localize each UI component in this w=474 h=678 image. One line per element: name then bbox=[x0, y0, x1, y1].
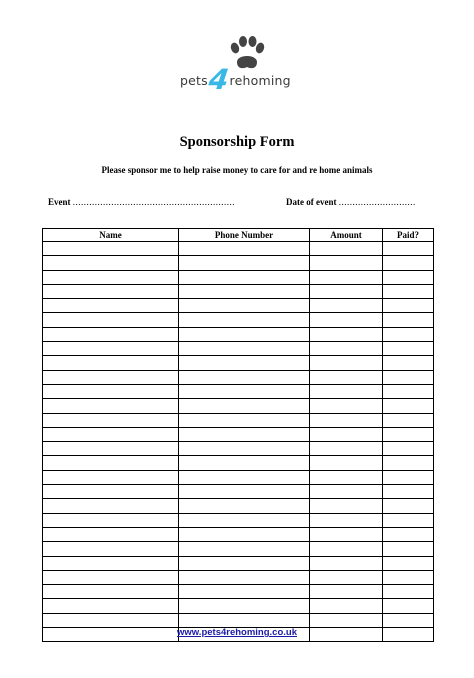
paw-print-icon bbox=[227, 36, 267, 72]
amount-cell[interactable] bbox=[310, 513, 383, 527]
header-name: Name bbox=[43, 229, 179, 242]
paid-cell[interactable] bbox=[383, 256, 434, 270]
name-cell[interactable] bbox=[43, 370, 179, 384]
website-link[interactable]: www.pets4rehoming.co.uk bbox=[176, 627, 297, 638]
table-row bbox=[43, 585, 434, 599]
name-cell[interactable] bbox=[43, 413, 179, 427]
name-cell[interactable] bbox=[43, 299, 179, 313]
table-row bbox=[43, 499, 434, 513]
paid-cell[interactable] bbox=[383, 384, 434, 398]
amount-cell[interactable] bbox=[310, 299, 383, 313]
paid-cell[interactable] bbox=[383, 542, 434, 556]
table-row bbox=[43, 413, 434, 427]
paid-cell[interactable] bbox=[383, 599, 434, 613]
name-cell[interactable] bbox=[43, 542, 179, 556]
amount-cell[interactable] bbox=[310, 542, 383, 556]
pets4rehoming-logo bbox=[180, 36, 300, 106]
phone-cell[interactable] bbox=[179, 270, 310, 284]
table-row bbox=[43, 570, 434, 584]
amount-cell[interactable] bbox=[310, 585, 383, 599]
amount-cell[interactable] bbox=[310, 470, 383, 484]
phone-cell[interactable] bbox=[179, 570, 310, 584]
table-row bbox=[43, 370, 434, 384]
logo-wordmark: pets4rehoming bbox=[180, 63, 291, 96]
phone-cell[interactable] bbox=[179, 313, 310, 327]
phone-cell[interactable] bbox=[179, 542, 310, 556]
paid-cell[interactable] bbox=[383, 270, 434, 284]
phone-cell[interactable] bbox=[179, 299, 310, 313]
amount-cell[interactable] bbox=[310, 527, 383, 541]
table-row bbox=[43, 327, 434, 341]
paid-cell[interactable] bbox=[383, 442, 434, 456]
amount-cell[interactable] bbox=[310, 370, 383, 384]
paid-cell[interactable] bbox=[383, 313, 434, 327]
name-cell[interactable] bbox=[43, 599, 179, 613]
amount-cell[interactable] bbox=[310, 256, 383, 270]
table-row bbox=[43, 513, 434, 527]
name-cell[interactable] bbox=[43, 427, 179, 441]
date-dots: ............................ bbox=[338, 197, 416, 207]
phone-cell[interactable] bbox=[179, 356, 310, 370]
phone-cell[interactable] bbox=[179, 284, 310, 298]
table-row bbox=[43, 442, 434, 456]
name-cell[interactable] bbox=[43, 256, 179, 270]
header-amount: Amount bbox=[310, 229, 383, 242]
name-cell[interactable] bbox=[43, 513, 179, 527]
table-row bbox=[43, 242, 434, 256]
paid-cell[interactable] bbox=[383, 284, 434, 298]
table-row bbox=[43, 284, 434, 298]
phone-cell[interactable] bbox=[179, 613, 310, 627]
paid-cell[interactable] bbox=[383, 456, 434, 470]
table-row bbox=[43, 456, 434, 470]
paid-cell[interactable] bbox=[383, 470, 434, 484]
paid-cell[interactable] bbox=[383, 556, 434, 570]
amount-cell[interactable] bbox=[310, 499, 383, 513]
name-cell[interactable] bbox=[43, 384, 179, 398]
phone-cell[interactable] bbox=[179, 470, 310, 484]
phone-cell[interactable] bbox=[179, 527, 310, 541]
phone-cell[interactable] bbox=[179, 485, 310, 499]
name-cell[interactable] bbox=[43, 242, 179, 256]
phone-cell[interactable] bbox=[179, 256, 310, 270]
name-cell[interactable] bbox=[43, 284, 179, 298]
amount-cell[interactable] bbox=[310, 342, 383, 356]
paid-cell[interactable] bbox=[383, 242, 434, 256]
event-dots: ........................................................... bbox=[72, 197, 235, 207]
name-cell[interactable] bbox=[43, 313, 179, 327]
name-cell[interactable] bbox=[43, 327, 179, 341]
paid-cell[interactable] bbox=[383, 413, 434, 427]
table-row bbox=[43, 527, 434, 541]
sponsorship-table bbox=[42, 228, 434, 642]
table-row bbox=[43, 542, 434, 556]
name-cell[interactable] bbox=[43, 356, 179, 370]
phone-cell[interactable] bbox=[179, 384, 310, 398]
paid-cell[interactable] bbox=[383, 327, 434, 341]
phone-cell[interactable] bbox=[179, 399, 310, 413]
name-cell[interactable] bbox=[43, 399, 179, 413]
paid-cell[interactable] bbox=[383, 370, 434, 384]
name-cell[interactable] bbox=[43, 527, 179, 541]
table-row bbox=[43, 342, 434, 356]
phone-cell[interactable] bbox=[179, 442, 310, 456]
paid-cell[interactable] bbox=[383, 585, 434, 599]
table-row bbox=[43, 556, 434, 570]
amount-cell[interactable] bbox=[310, 570, 383, 584]
table-row bbox=[43, 299, 434, 313]
paid-cell[interactable] bbox=[383, 485, 434, 499]
name-cell[interactable] bbox=[43, 342, 179, 356]
phone-cell[interactable] bbox=[179, 370, 310, 384]
phone-cell[interactable] bbox=[179, 242, 310, 256]
paid-cell[interactable] bbox=[383, 299, 434, 313]
amount-cell[interactable] bbox=[310, 456, 383, 470]
amount-cell[interactable] bbox=[310, 613, 383, 627]
amount-cell[interactable] bbox=[310, 399, 383, 413]
form-title: Sponsorship Form bbox=[179, 134, 295, 150]
date-label: Date of event bbox=[286, 197, 337, 207]
table-row bbox=[43, 599, 434, 613]
phone-cell[interactable] bbox=[179, 599, 310, 613]
amount-cell[interactable] bbox=[310, 413, 383, 427]
phone-cell[interactable] bbox=[179, 327, 310, 341]
name-cell[interactable] bbox=[43, 613, 179, 627]
phone-cell[interactable] bbox=[179, 556, 310, 570]
table-row bbox=[43, 485, 434, 499]
name-cell[interactable] bbox=[43, 470, 179, 484]
phone-cell[interactable] bbox=[179, 427, 310, 441]
phone-cell[interactable] bbox=[179, 513, 310, 527]
table-row bbox=[43, 313, 434, 327]
event-field bbox=[48, 197, 235, 207]
table-row bbox=[43, 270, 434, 284]
amount-cell[interactable] bbox=[310, 242, 383, 256]
table-header-row bbox=[43, 229, 434, 242]
table-row bbox=[43, 470, 434, 484]
phone-cell[interactable] bbox=[179, 413, 310, 427]
phone-cell[interactable] bbox=[179, 342, 310, 356]
table-row bbox=[43, 384, 434, 398]
phone-cell[interactable] bbox=[179, 499, 310, 513]
paid-cell[interactable] bbox=[383, 399, 434, 413]
name-cell[interactable] bbox=[43, 585, 179, 599]
paid-cell[interactable] bbox=[383, 570, 434, 584]
phone-cell[interactable] bbox=[179, 585, 310, 599]
table-row bbox=[43, 427, 434, 441]
name-cell[interactable] bbox=[43, 442, 179, 456]
table-row bbox=[43, 356, 434, 370]
amount-cell[interactable] bbox=[310, 327, 383, 341]
name-cell[interactable] bbox=[43, 499, 179, 513]
amount-cell[interactable] bbox=[310, 284, 383, 298]
amount-cell[interactable] bbox=[310, 556, 383, 570]
amount-cell[interactable] bbox=[310, 485, 383, 499]
amount-cell[interactable] bbox=[310, 270, 383, 284]
table-row bbox=[43, 256, 434, 270]
paid-cell[interactable] bbox=[383, 342, 434, 356]
name-cell[interactable] bbox=[43, 270, 179, 284]
amount-cell[interactable] bbox=[310, 442, 383, 456]
paid-cell[interactable] bbox=[383, 356, 434, 370]
paid-cell[interactable] bbox=[383, 427, 434, 441]
paid-cell[interactable] bbox=[383, 613, 434, 627]
name-cell[interactable] bbox=[43, 556, 179, 570]
name-cell[interactable] bbox=[43, 456, 179, 470]
date-field bbox=[286, 197, 416, 207]
form-subtitle: Please sponsor me to help raise money to care for and re home animals bbox=[101, 165, 373, 175]
paid-cell[interactable] bbox=[383, 499, 434, 513]
paid-cell[interactable] bbox=[383, 527, 434, 541]
amount-cell[interactable] bbox=[310, 384, 383, 398]
amount-cell[interactable] bbox=[310, 427, 383, 441]
phone-cell[interactable] bbox=[179, 456, 310, 470]
amount-cell[interactable] bbox=[310, 313, 383, 327]
paid-cell[interactable] bbox=[383, 513, 434, 527]
name-cell[interactable] bbox=[43, 485, 179, 499]
header-paid: Paid? bbox=[383, 229, 434, 242]
event-label: Event bbox=[48, 197, 71, 207]
header-phone-number: Phone Number bbox=[179, 229, 310, 242]
amount-cell[interactable] bbox=[310, 356, 383, 370]
table-row bbox=[43, 399, 434, 413]
table-row bbox=[43, 613, 434, 627]
amount-cell[interactable] bbox=[310, 599, 383, 613]
name-cell[interactable] bbox=[43, 570, 179, 584]
